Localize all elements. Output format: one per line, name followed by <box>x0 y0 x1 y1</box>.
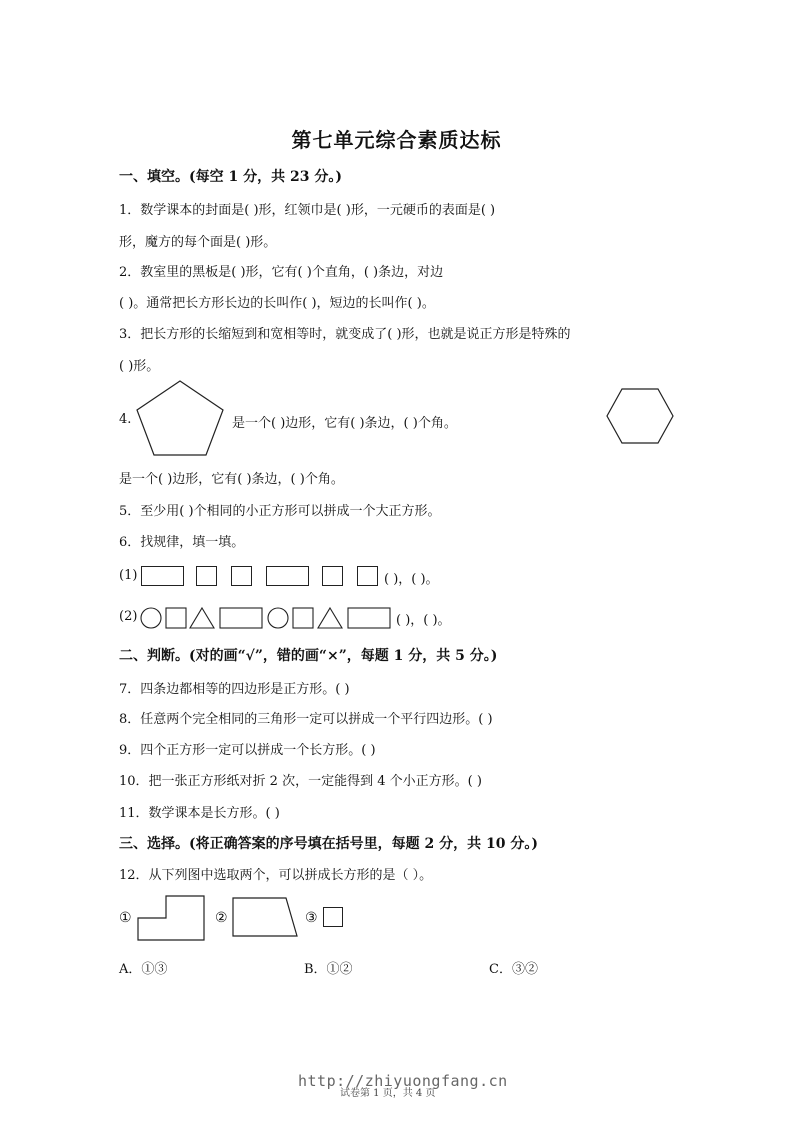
q4-line1: 是一个( )边形，它有( )条边，( )个角。 <box>232 416 457 431</box>
q3-line1: 3．把长方形的长缩短到和宽相等时，就变成了( )形，也就是说正方形是特殊的 <box>119 327 571 342</box>
q2-line1: 2．教室里的黑板是( )形，它有( )个直角，( )条边，对边 <box>119 265 444 280</box>
pattern-row-2 <box>140 606 392 630</box>
pattern-square <box>166 608 186 628</box>
q4-line2: 是一个( )边形，它有( )条边，( )个角。 <box>119 472 344 487</box>
pattern-triangle <box>190 608 214 628</box>
pentagon-figure <box>136 380 224 456</box>
q1-line2: 形，魔方的每个面是( )形。 <box>119 235 277 250</box>
watermark-url: http://zhiyuongfang.cn <box>298 1072 508 1090</box>
q7: 7．四条边都相等的四边形是正方形。( ) <box>119 682 350 697</box>
q6-1-label: (1) <box>119 568 138 583</box>
q10: 10．把一张正方形纸对折 2 次，一定能得到 4 个小正方形。( ) <box>119 774 482 789</box>
pattern-square <box>196 566 217 586</box>
hexagon-figure <box>606 388 674 444</box>
q12: 12．从下列图中选取两个，可以拼成长方形的是（ ）。 <box>119 868 433 883</box>
pattern-square <box>293 608 313 628</box>
q6-1-blanks: ( )，( )。 <box>384 572 439 587</box>
page-number: 试卷第 1 页，共 4 页 <box>340 1088 436 1099</box>
q6-2-blanks: ( )，( )。 <box>396 613 451 628</box>
section2-heading: 二、判断。(对的画“√”，错的画“×”，每题 1 分，共 5 分。) <box>119 648 498 664</box>
pattern-square <box>231 566 252 586</box>
pattern-rectangle <box>220 608 262 628</box>
q6: 6．找规律，填一填。 <box>119 535 245 550</box>
q9: 9．四个正方形一定可以拼成一个长方形。( ) <box>119 743 376 758</box>
figure2-label: ② <box>215 910 228 926</box>
step-shape-figure <box>137 895 205 941</box>
trapezoid-figure <box>232 897 298 937</box>
q4-number: 4. <box>119 412 132 427</box>
pattern-rectangle <box>348 608 390 628</box>
pattern-triangle <box>318 608 342 628</box>
q11: 11．数学课本是长方形。( ) <box>119 806 280 821</box>
small-square-figure <box>323 907 343 927</box>
pattern-circle <box>141 608 161 628</box>
section3-heading: 三、选择。(将正确答案的序号填在括号里，每题 2 分，共 10 分。) <box>119 836 538 852</box>
pattern-rectangle <box>266 566 309 586</box>
figure1-label: ① <box>119 910 132 926</box>
pattern-rectangle <box>141 566 184 586</box>
figure3-label: ③ <box>305 910 318 926</box>
option-b: B．①② <box>304 962 353 977</box>
q6-2-label: (2) <box>119 609 138 624</box>
q3-line2: ( )形。 <box>119 359 160 374</box>
q5: 5．至少用( )个相同的小正方形可以拼成一个大正方形。 <box>119 504 441 519</box>
q1-line1: 1．数学课本的封面是( )形，红领巾是( )形，一元硬币的表面是( ) <box>119 203 496 218</box>
q8: 8．任意两个完全相同的三角形一定可以拼成一个平行四边形。( ) <box>119 712 493 727</box>
pattern-circle <box>268 608 288 628</box>
pattern-square <box>357 566 378 586</box>
page-title: 第七单元综合素质达标 <box>291 128 502 152</box>
pattern-square <box>322 566 343 586</box>
option-a: A．①③ <box>119 962 168 977</box>
option-c: C．③② <box>489 962 538 977</box>
section1-heading: 一、填空。(每空 1 分，共 23 分。) <box>119 169 342 185</box>
q2-line2: ( )。通常把长方形长边的长叫作( )，短边的长叫作( )。 <box>119 296 435 311</box>
